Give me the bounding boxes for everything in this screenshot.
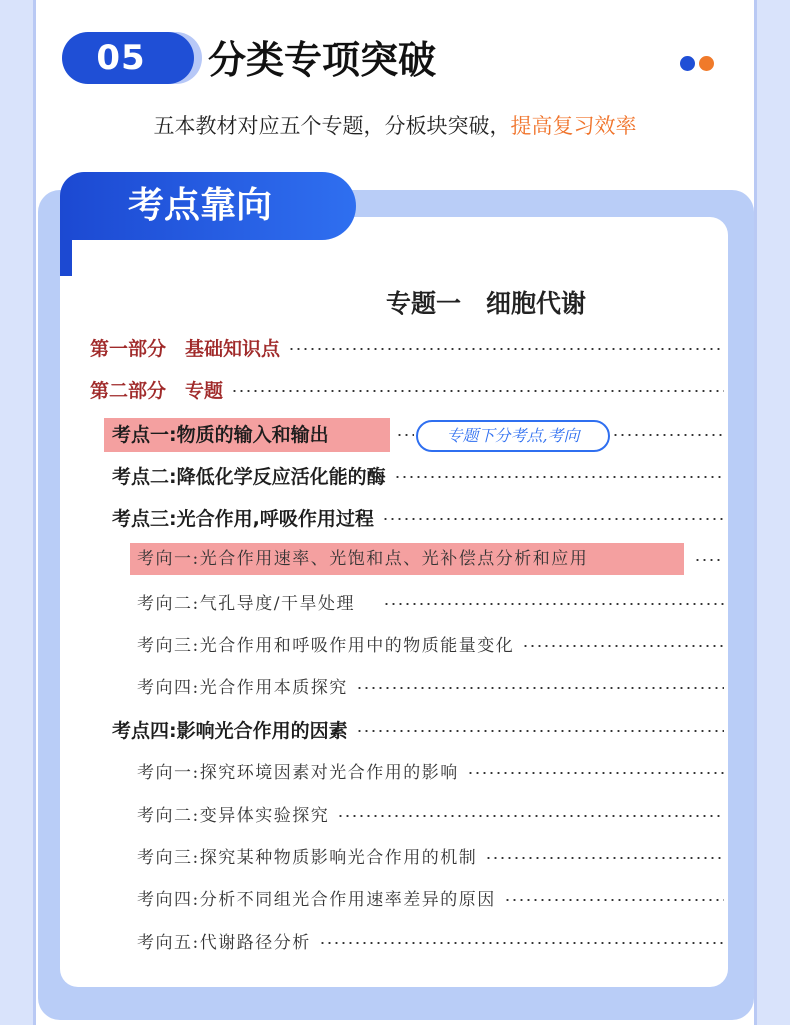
- dot-leader: [694, 559, 724, 561]
- toc-item: [137, 928, 724, 958]
- dot-leader: [394, 476, 724, 478]
- dot-leader: [382, 518, 724, 520]
- toc-item: [112, 504, 724, 534]
- dot-leader: [231, 390, 724, 392]
- dot-leader: [485, 857, 724, 859]
- dot-leader: [356, 730, 724, 732]
- dot-leader: [612, 434, 724, 436]
- toc-item-text: 考点三:光合作用,呼吸作用过程: [112, 508, 374, 530]
- toc-item: [137, 843, 724, 873]
- section-number: 05: [96, 38, 146, 78]
- tab-notch: [60, 236, 72, 276]
- toc-item: [137, 589, 724, 619]
- toc-item-text: 第二部分 专题: [90, 380, 224, 402]
- dot-leader: [396, 434, 414, 436]
- dot-leader: [337, 815, 724, 817]
- toc-item-highlighted: [112, 420, 388, 450]
- annotation-bubble: 专题下分考点,考向: [416, 420, 610, 452]
- toc-item: [137, 885, 724, 915]
- toc-item-text: 考点二:降低化学反应活化能的酶: [112, 466, 386, 488]
- toc-item-text: 考向一:光合作用速率、光饱和点、光补偿点分析和应用: [137, 549, 589, 569]
- section-subtitle: [0, 110, 790, 140]
- toc-item-text: 考向二:气孔导度/干旱处理: [137, 594, 355, 614]
- toc-item: [90, 376, 724, 406]
- dot-leader: [467, 772, 724, 774]
- toc-item-text: 考向四:光合作用本质探究: [137, 678, 348, 698]
- section-number-badge: [62, 32, 194, 84]
- frame-left-border: [33, 0, 36, 1025]
- toc-item: [137, 673, 724, 703]
- document-title: 专题一 细胞代谢: [386, 289, 587, 318]
- toc-item-text: 考向五:代谢路径分析: [137, 933, 311, 953]
- subtitle-text: 五本教材对应五个专题，分板块突破，: [153, 114, 511, 138]
- toc-item-text: 考向三:光合作用和呼吸作用中的物质能量变化: [137, 636, 515, 656]
- orange-dot-icon: [699, 56, 714, 71]
- subtitle-highlight: 提高复习效率: [510, 114, 637, 138]
- toc-item-text: 考点四:影响光合作用的因素: [112, 720, 348, 742]
- toc-item: [90, 334, 724, 364]
- toc-item: [137, 801, 724, 831]
- toc-item: [137, 631, 724, 661]
- toc-item: [137, 758, 724, 788]
- dot-leader: [383, 603, 724, 605]
- section-title: 分类专项突破: [208, 38, 437, 82]
- toc-item-text: 第一部分 基础知识点: [90, 338, 281, 360]
- dot-leader: [356, 687, 724, 689]
- toc-item-highlighted: [137, 544, 683, 574]
- blue-dot-icon: [680, 56, 695, 71]
- toc-item-text: 考向二:变异体实验探究: [137, 806, 330, 826]
- toc-item: [112, 462, 724, 492]
- dot-leader: [319, 942, 724, 944]
- toc-item-text: 考点一:物质的输入和输出: [112, 424, 329, 446]
- card-tab-label: 考点靠向: [128, 185, 273, 226]
- decorative-dots: [680, 56, 714, 71]
- toc-item-text: 考向一:探究环境因素对光合作用的影响: [137, 763, 459, 783]
- frame-right-border: [754, 0, 757, 1025]
- toc-item-text: 考向四:分析不同组光合作用速率差异的原因: [137, 890, 496, 910]
- dot-leader: [288, 348, 724, 350]
- toc-item-text: 考向三:探究某种物质影响光合作用的机制: [137, 848, 478, 868]
- dot-leader: [504, 899, 724, 901]
- dot-leader: [522, 645, 724, 647]
- toc-item: [112, 716, 724, 746]
